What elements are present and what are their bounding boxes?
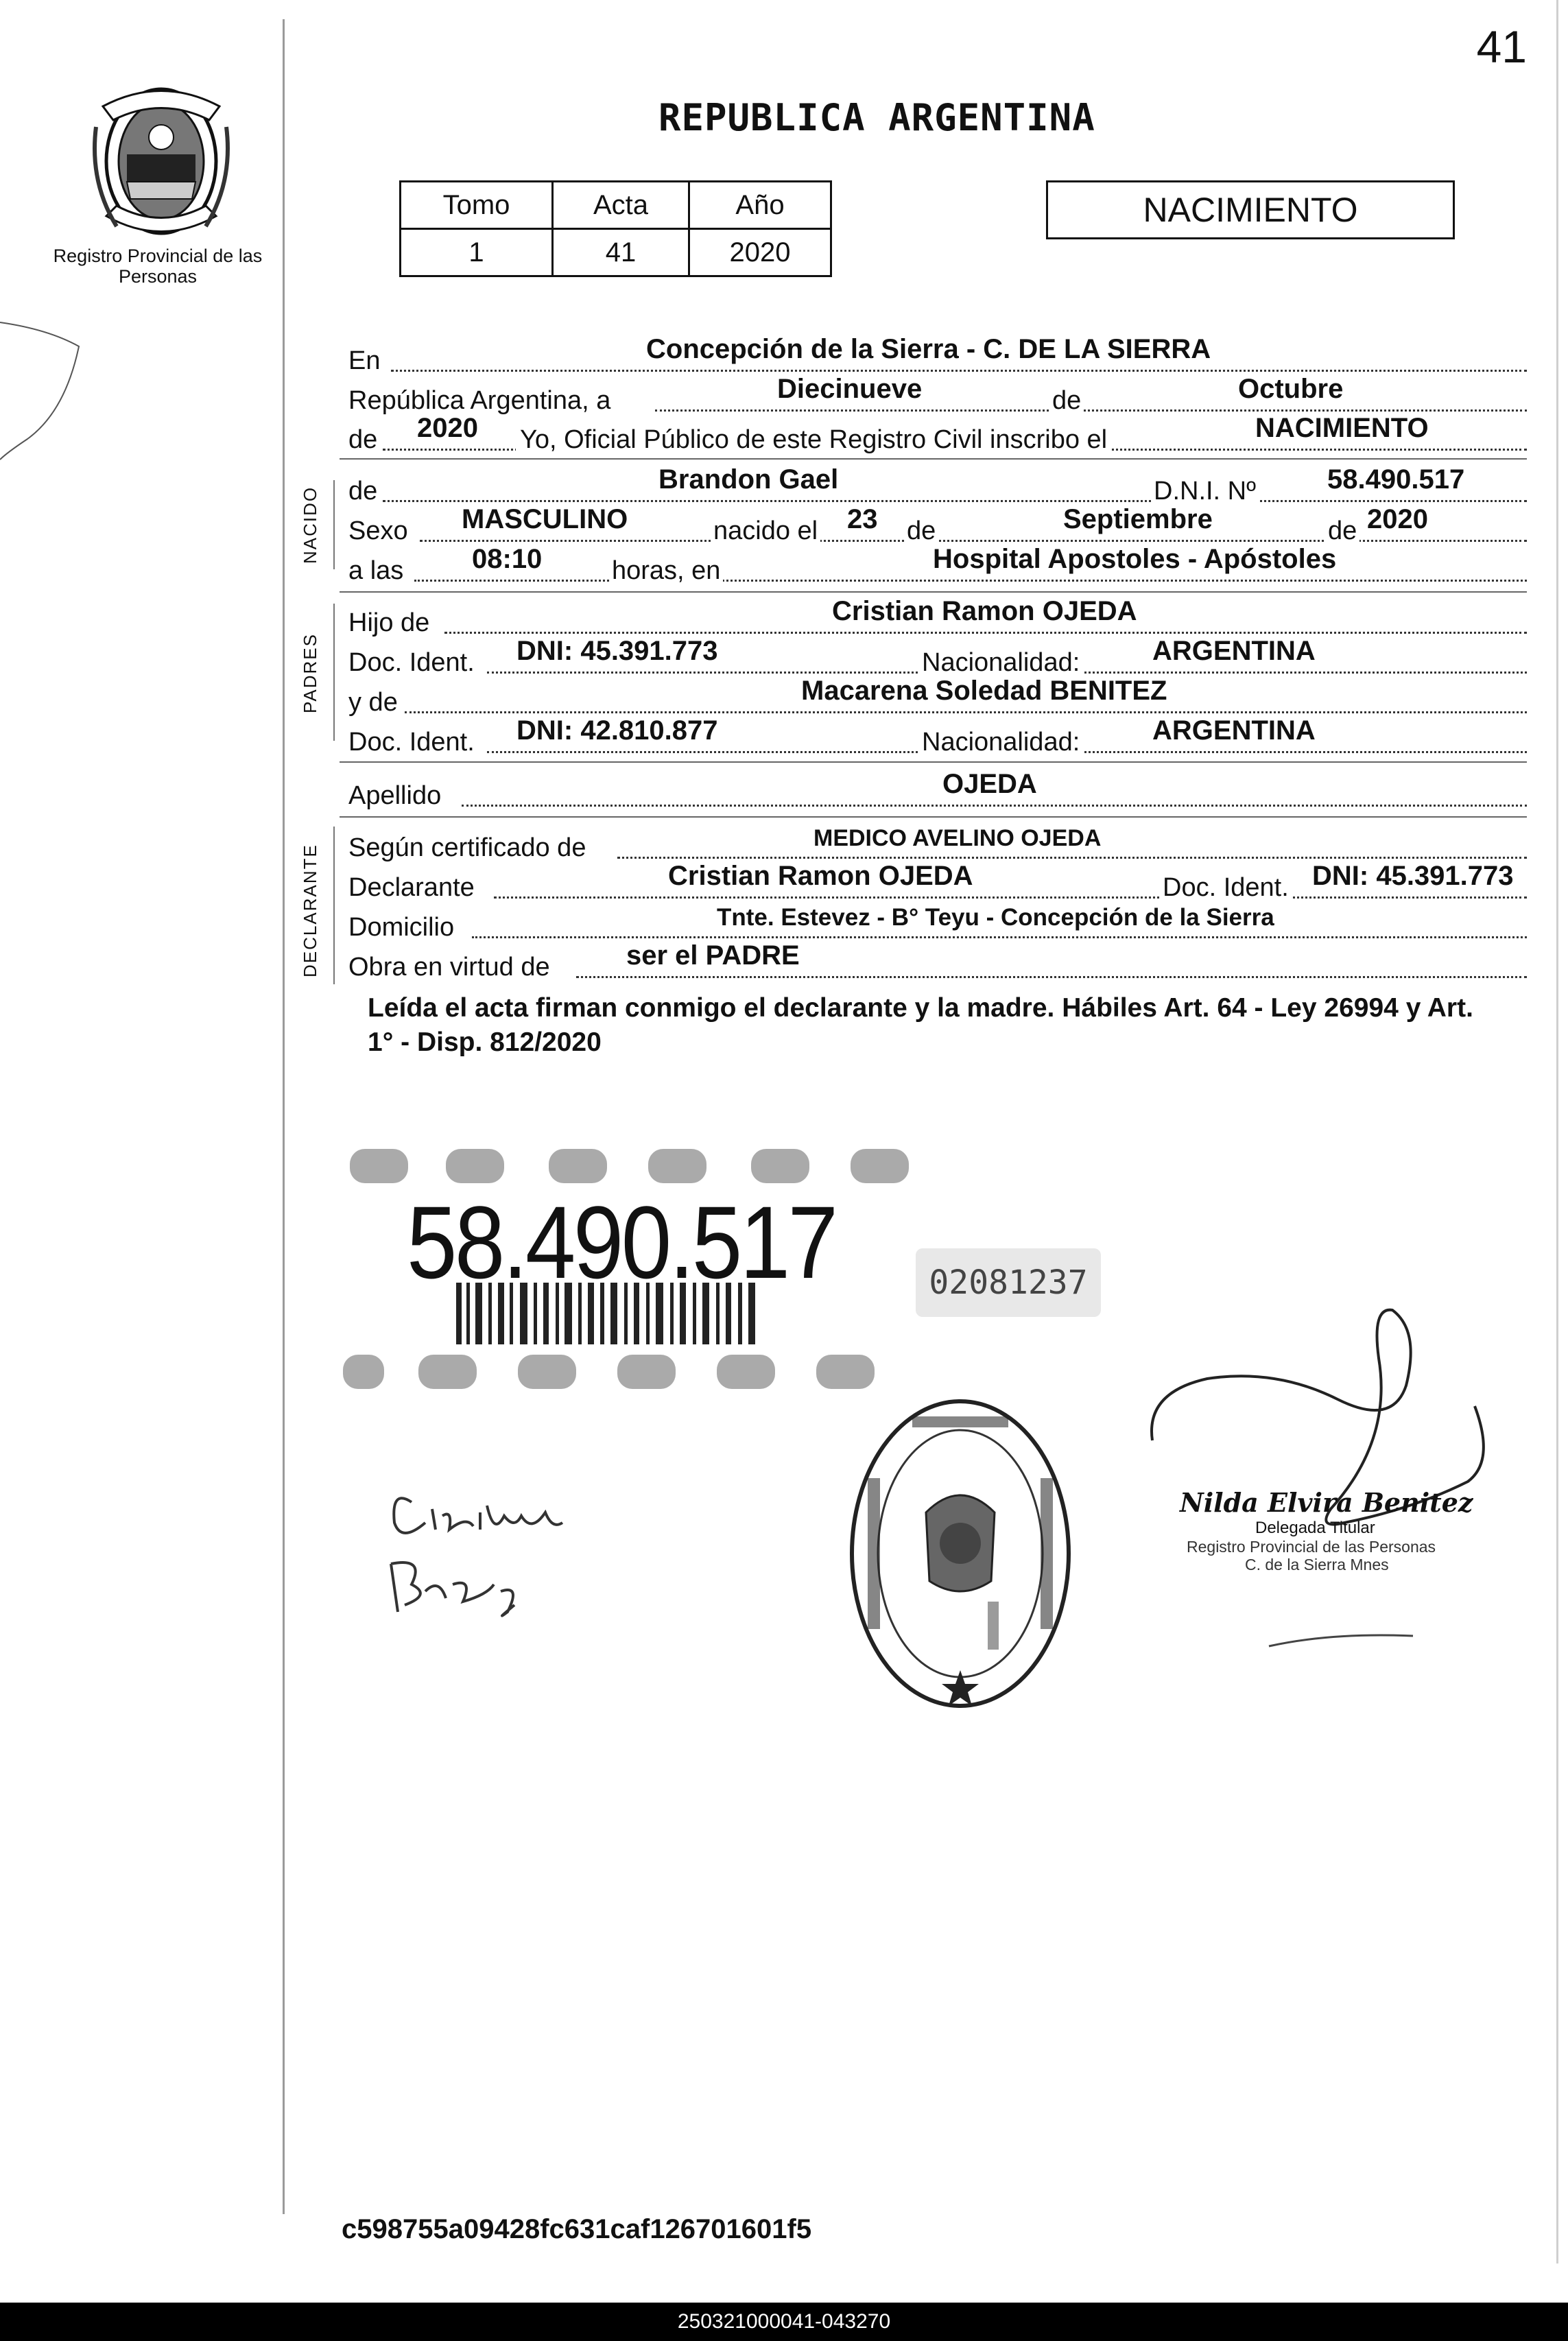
line-father-doc: Doc. Ident. DNI: 45.391.773 Nacionalidad: ARGENTINA <box>348 638 1527 679</box>
fold-mark <box>0 316 89 466</box>
declarant-doc: DNI: 45.391.773 <box>1312 861 1514 891</box>
line-date: República Argentina, a Diecinueve de Octubre <box>348 376 1527 417</box>
value-acta: 41 <box>553 229 689 276</box>
serial-stamp: 02081237 <box>916 1248 1101 1317</box>
registry-name: Registro Provincial de las Personas <box>53 246 263 287</box>
capacity-value: ser el PADRE <box>626 940 800 971</box>
document-title: REPUBLICA ARGENTINA <box>658 96 1095 139</box>
official-office: Registro Provincial de las Personas <box>1187 1538 1436 1556</box>
value-tomo: 1 <box>401 229 553 276</box>
section-label-padres: PADRES <box>300 633 320 713</box>
child-dni: 58.490.517 <box>1327 464 1465 495</box>
legal-note: Leída el acta firman conmigo el declarante y la madre. Hábiles Art. 64 - Ley 26994 y Art. 1° - Disp. 812/2020 <box>368 993 1473 1057</box>
birth-place: Hospital Apostoles - Apóstoles <box>933 544 1337 574</box>
line-place: En Concepción de la Sierra - C. DE LA SIERRA <box>348 336 1527 377</box>
father-nationality: ARGENTINA <box>1152 636 1316 666</box>
header-tomo: Tomo <box>401 182 553 229</box>
province-coat-of-arms-logo <box>89 79 233 250</box>
mother-nationality: ARGENTINA <box>1152 715 1316 746</box>
surname-value: OJEDA <box>942 769 1037 799</box>
birth-year: 2020 <box>1367 504 1428 534</box>
line-father: Hijo de Cristian Ramon OJEDA <box>348 598 1527 639</box>
footer-code: 250321000041-043270 <box>0 2303 1568 2341</box>
edge-line <box>1556 0 1558 2263</box>
official-seal <box>847 1396 1073 1711</box>
mother-doc: DNI: 42.810.877 <box>516 715 718 746</box>
line-address: Domicilio Tnte. Estevez - B° Teyu - Concepción de la Sierra <box>348 903 1527 944</box>
official-signature-name: Nilda Elvira Benitez <box>1180 1487 1473 1518</box>
line-mother-doc: Doc. Ident. DNI: 42.810.877 Nacionalidad: ARGENTINA <box>348 717 1527 759</box>
document-hash: c598755a09428fc631caf126701601f5 <box>342 2214 812 2244</box>
section-label-declarante: DECLARANTE <box>300 844 320 977</box>
line-surname: Apellido OJEDA <box>348 771 1527 812</box>
line-mother: y de Macarena Soledad BENITEZ <box>348 678 1527 719</box>
birth-day: 23 <box>847 504 878 534</box>
record-table <box>399 180 832 277</box>
inscribe-value: NACIMIENTO <box>1255 413 1429 443</box>
official-title: Delegada Titular <box>1255 1519 1375 1537</box>
margin-line <box>283 19 285 2214</box>
day-value: Diecinueve <box>777 374 923 404</box>
section-label-nacido: NACIDO <box>300 486 320 564</box>
line-declarant: Declarante Cristian Ramon OJEDA Doc. Ident. DNI: 45.391.773 <box>348 863 1527 904</box>
record-type-box: NACIMIENTO <box>1046 180 1455 239</box>
header-ano: Año <box>689 182 831 229</box>
line-name: de Brandon Gael D.N.I. Nº 58.490.517 <box>348 466 1527 508</box>
line-certificate: Según certificado de MEDICO AVELINO OJEDA <box>348 823 1527 864</box>
child-name: Brandon Gael <box>658 464 839 495</box>
official-office-location: C. de la Sierra Mnes <box>1245 1556 1389 1573</box>
birth-time: 08:10 <box>472 544 543 574</box>
line-capacity: Obra en virtud de ser el PADRE <box>348 942 1527 984</box>
dni-sticker-number: 58.490.517 <box>407 1185 836 1300</box>
address-value: Tnte. Estevez - B° Teyu - Concepción de la Sierra <box>717 904 1274 931</box>
place-value: Concepción de la Sierra - C. DE LA SIERRA <box>646 334 1211 364</box>
declarant-name: Cristian Ramon OJEDA <box>668 861 973 891</box>
father-doc: DNI: 45.391.773 <box>516 636 718 666</box>
birth-month: Septiembre <box>1063 504 1213 534</box>
line-time-place: a las 08:10 horas, en Hospital Apostoles - Apóstoles <box>348 546 1527 587</box>
father-name: Cristian Ramon OJEDA <box>832 596 1137 626</box>
month-value: Octubre <box>1238 374 1344 404</box>
mother-name: Macarena Soledad BENITEZ <box>801 676 1167 706</box>
sex-value: MASCULINO <box>462 504 628 534</box>
page-number: 41 <box>1476 21 1527 72</box>
parent-signature <box>384 1475 610 1626</box>
line-year: de 2020 Yo, Oficial Público de este Registro Civil inscribo el NACIMIENTO <box>348 415 1527 456</box>
certificate-value: MEDICO AVELINO OJEDA <box>813 825 1102 851</box>
line-sex-birth: Sexo MASCULINO nacido el 23 de Septiembre de 2020 <box>348 506 1527 547</box>
value-ano: 2020 <box>689 229 831 276</box>
header-acta: Acta <box>553 182 689 229</box>
year-value: 2020 <box>417 413 478 443</box>
